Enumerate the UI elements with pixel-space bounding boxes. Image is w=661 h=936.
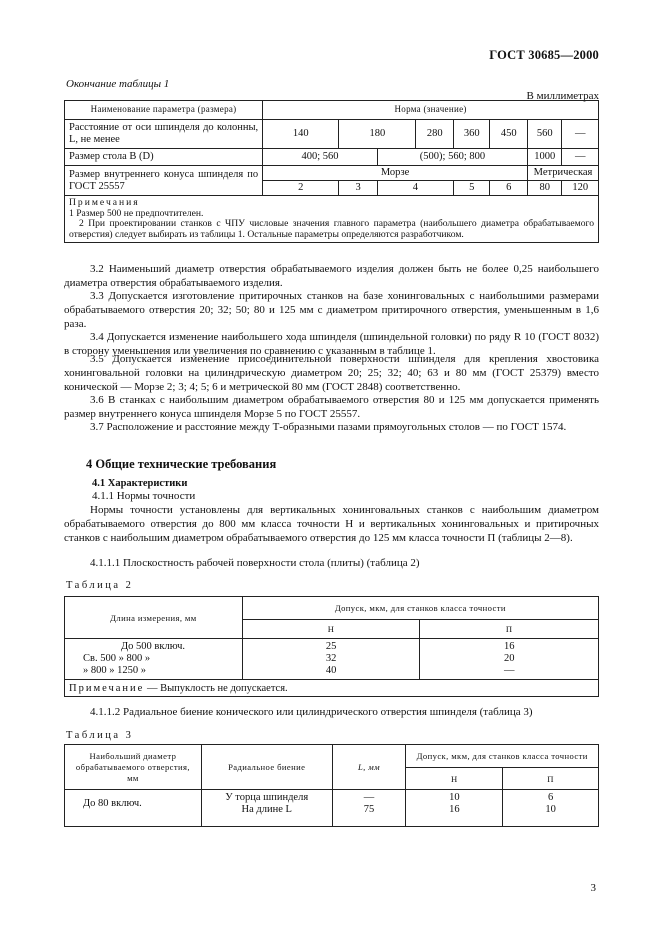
cell: — <box>503 665 515 676</box>
cell: 400; 560 <box>263 149 378 166</box>
cell: — <box>562 120 599 149</box>
row-label: Размер внутреннего конуса шпинделя по ГОСТ 25557 <box>65 166 263 196</box>
runout-spindle-end: У торца шпинделя <box>225 792 309 803</box>
col-header-class-h: Н <box>406 768 503 790</box>
cell: 2 <box>263 181 339 196</box>
subsection-4-1-1: 4.1.1 Нормы точности <box>92 490 196 502</box>
cell: — <box>562 149 599 166</box>
table-1 <box>64 100 599 243</box>
row-label: Расстояние от оси шпинделя до колонны, L, не менее <box>65 120 263 149</box>
cell: 1000 <box>528 149 562 166</box>
paragraph-4-1-1-2: 4.1.1.2 Радиальное биение конического или цилиндрического отверстия шпинделя (таблица 3) <box>90 706 533 718</box>
note-2: 2 При проектировании станков с ЧПУ числовые значения главного параметра (наибольшего диаметра обрабатываемого отверстия) следует выбирать из таблицы 1. Остальные параметры определяются разработчиком. <box>69 218 594 240</box>
col-header-length: Длина измерения, мм <box>65 597 243 639</box>
row-label: Св. 500 » 800 » <box>83 653 151 664</box>
row-label: » 800 » 1250 » <box>83 665 146 676</box>
col-header-class-h: Н <box>242 620 420 639</box>
cell: 360 <box>453 120 490 149</box>
cell: 16 <box>503 641 515 652</box>
paragraph-3-5: 3.5 Допускается изменение присоединительной поверхности шпинделя для крепления хвостовика хонинговальной головки на цилиндрическую диаметром 20; 25; 32; 40; 63 и 80 мм (ГОСТ 25379) вместо конической — Морзе 2; 3; 4; 5; 6 и метрической 80 мм (ГОСТ 2848) соответственно. <box>64 353 599 393</box>
paragraph-3-2: 3.2 Наименьший диаметр отверстия обрабатываемого изделия должен быть не более 0,25 наибольшего диаметра отверстия обрабатываемого изделия. <box>64 263 599 289</box>
cell: 80 <box>528 181 562 196</box>
paragraph-3-4: 3.4 Допускается изменение наибольшего хода шпинделя (шпиндельной головки) по ряду R 10 (ГОСТ 8032) в сторону уменьшения или увеличения по сравнению с указанным в таблице 1. <box>64 331 599 357</box>
notes-title: Примечания <box>69 197 140 208</box>
col-header-class-p: П <box>503 768 599 790</box>
col-header-class-p: П <box>420 620 599 639</box>
col-header-runout: Радиальное биение <box>201 745 332 790</box>
table-3 <box>64 744 599 827</box>
accuracy-norms-text: Нормы точности установлены для вертикальных хонинговальных станков с наибольшим диаметром обрабатываемого отверстия до 800 мм класса точности Н и вертикальных хонинговальных и притирочных станков с наибольшим диаметром обрабатываемого отверстия до 125 мм класса точности П (таблицы 2—8). <box>64 504 599 544</box>
table-2-caption: Таблица 2 <box>66 580 134 591</box>
cell-metric: Метрическая <box>528 166 599 181</box>
cell: 6 <box>547 792 554 803</box>
cell: 25 <box>325 641 337 652</box>
cell: 5 <box>453 181 490 196</box>
note-1: 1 Размер 500 не предпочтителен. <box>69 207 204 219</box>
cell: 450 <box>490 120 528 149</box>
row-label: До 500 включ. <box>121 641 186 652</box>
runout-length-L: На длине L <box>241 804 292 815</box>
cell: 280 <box>416 120 454 149</box>
cell: 20 <box>503 653 515 664</box>
col-header-diameter: Наибольший диаметр обрабатываемого отверстия, мм <box>65 745 202 790</box>
table-2 <box>64 596 599 697</box>
col-header-tolerance: Допуск, мкм, для станков класса точности <box>406 745 599 768</box>
col-header-tolerance: Допуск, мкм, для станков класса точности <box>242 597 598 620</box>
cell: (500); 560; 800 <box>377 149 527 166</box>
col-header-param: Наименование параметра (размера) <box>65 101 263 120</box>
row-label: Размер стола B (D) <box>65 149 263 166</box>
cell: 32 <box>325 653 337 664</box>
paragraph-3-6: 3.6 В станках с наибольшим диаметром обрабатываемого отверстия 80 и 125 мм допускается применять размер внутреннего конуса шпинделя Морзе 5 по ГОСТ 25557. <box>64 394 599 420</box>
cell: 140 <box>263 120 339 149</box>
cell: 180 <box>339 120 416 149</box>
col-header-L: L, мм <box>332 745 406 790</box>
paragraph-3-7: 3.7 Расположение и расстояние между Т-образными пазами прямоугольных столов — по ГОСТ 1574. <box>90 421 567 433</box>
table-2-note-title: Примечание <box>69 682 145 694</box>
document-header: ГОСТ 30685—2000 <box>489 48 599 62</box>
cell: 3 <box>339 181 378 196</box>
cell: 560 <box>528 120 562 149</box>
table-continuation-label: Окончание таблицы 1 <box>66 78 170 90</box>
cell-morse: Морзе <box>263 166 528 181</box>
section-4-title: 4 Общие технические требования <box>86 457 277 471</box>
cell: 40 <box>325 665 337 676</box>
paragraph-3-3: 3.3 Допускается изготовление притирочных станков на базе хонинговальных с наибольшими размерами обрабатываемого отверстия 20; 32; 50; 80 и 125 мм с диаметром притирочного отверстия, уменьшенным в 1,6 раза. <box>64 290 599 330</box>
paragraph-4-1-1-1: 4.1.1.1 Плоскостность рабочей поверхности стола (плиты) (таблица 2) <box>90 557 420 569</box>
table-2-note-text: — Выпуклость не допускается. <box>146 682 288 694</box>
cell: 10 <box>545 804 556 815</box>
row-diameter: До 80 включ. <box>65 790 202 827</box>
cell: 120 <box>562 181 599 196</box>
cell: 4 <box>377 181 453 196</box>
cell: 6 <box>490 181 528 196</box>
cell: 75 <box>363 804 375 815</box>
subsection-4-1: 4.1 Характеристики <box>92 478 188 489</box>
cell: — <box>363 792 375 803</box>
cell: 10 <box>449 792 460 803</box>
units-label: В миллиметрах <box>526 90 599 102</box>
col-header-norm: Норма (значение) <box>263 101 599 120</box>
cell: 16 <box>449 804 460 815</box>
table-3-caption: Таблица 3 <box>66 730 134 741</box>
table-1-notes <box>65 196 599 243</box>
page-number: 3 <box>590 882 596 894</box>
